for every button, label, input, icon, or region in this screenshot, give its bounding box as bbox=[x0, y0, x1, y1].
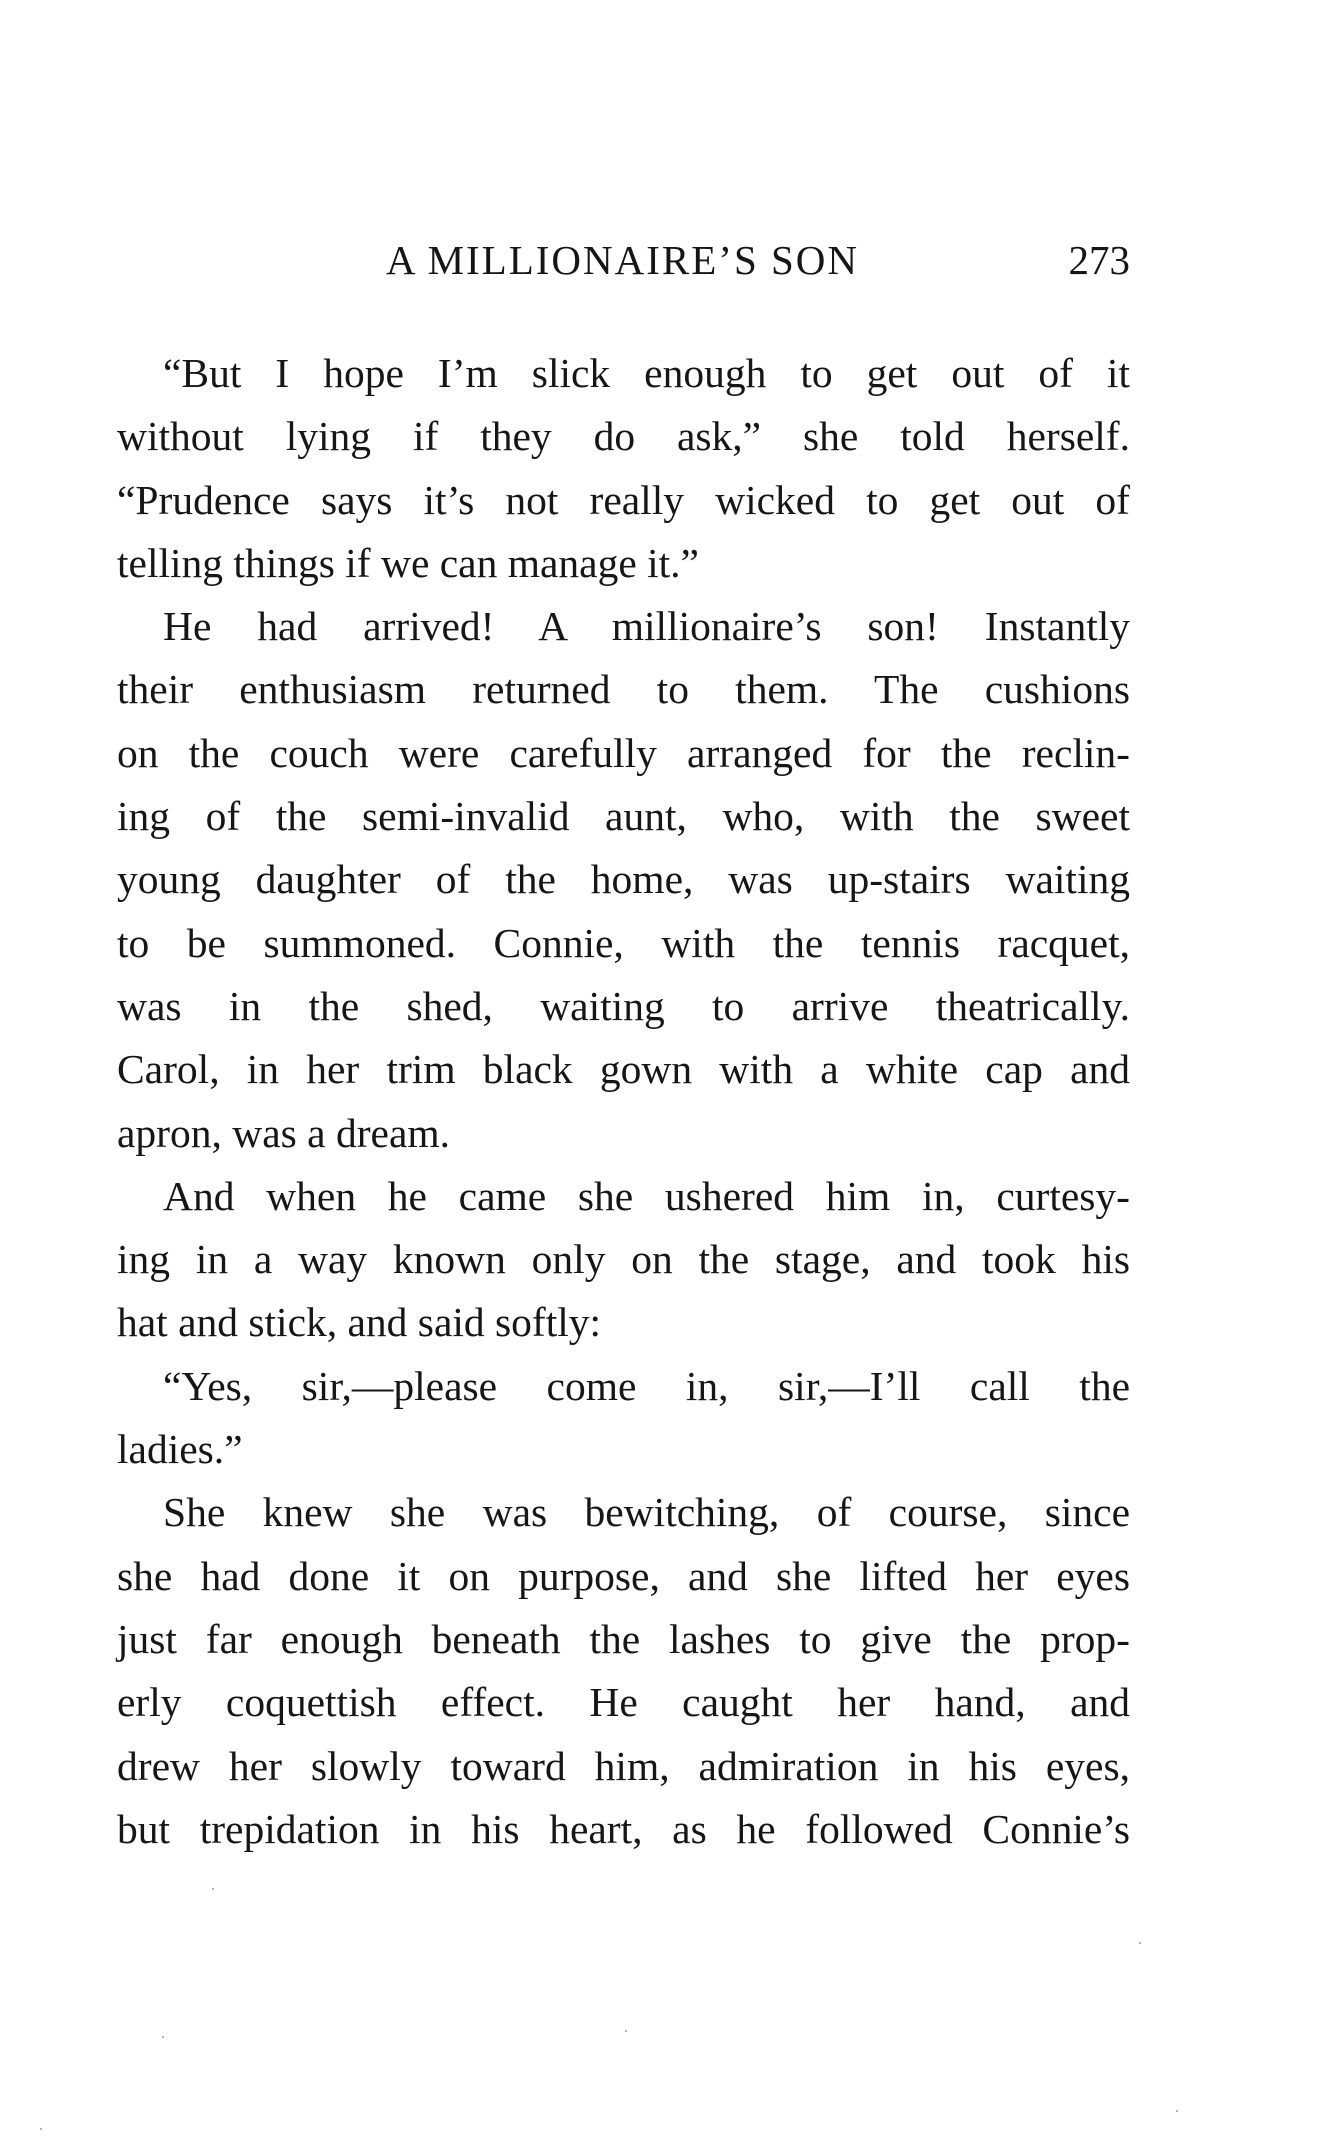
text-line: telling things if we can manage it.” bbox=[117, 539, 699, 586]
page-number: 273 bbox=[1068, 237, 1130, 283]
text-line: ing of the semi-invalid aunt, who, with the sweet bbox=[117, 793, 1130, 840]
text-line: erly coquettish effect. He caught her hand, and bbox=[117, 1679, 1130, 1726]
text-line: just far enough beneath the lashes to give the prop- bbox=[117, 1615, 1130, 1662]
text-line: apron, was a dream. bbox=[117, 1109, 451, 1156]
paper-speck bbox=[1176, 2110, 1178, 2112]
text-line: to be summoned. Connie, with the tennis racquet, bbox=[117, 919, 1130, 966]
text-line: but trepidation in his heart, as he followed Connie’s bbox=[117, 1805, 1130, 1852]
text-line: ing in a way known only on the stage, and took his bbox=[117, 1236, 1130, 1283]
text-line: young daughter of the home, was up-stairs waiting bbox=[117, 856, 1130, 903]
paper-speck bbox=[212, 1888, 214, 1890]
text-line: hat and stick, and said softly: bbox=[117, 1299, 602, 1346]
paper-speck bbox=[625, 2030, 627, 2032]
text-line: was in the shed, waiting to arrive theatrically. bbox=[117, 982, 1130, 1029]
text-line: “Yes, sir,—please come in, sir,—I’ll call the bbox=[163, 1362, 1130, 1409]
text-line: without lying if they do ask,” she told herself. bbox=[117, 413, 1130, 460]
running-head bbox=[115, 230, 1130, 290]
text-line: Carol, in her trim black gown with a white cap and bbox=[117, 1046, 1130, 1093]
text-line: She knew she was bewitching, of course, since bbox=[163, 1489, 1130, 1536]
running-title: A MILLIONAIRE’S SON bbox=[385, 237, 860, 283]
paper-speck bbox=[162, 2036, 164, 2038]
text-line: “Prudence says it’s not really wicked to get out of bbox=[117, 476, 1130, 523]
text-line: ladies.” bbox=[117, 1426, 243, 1473]
paper-speck bbox=[40, 2128, 42, 2130]
text-line: their enthusiasm returned to them. The cushions bbox=[117, 666, 1130, 713]
text-line: on the couch were carefully arranged for the reclin- bbox=[117, 729, 1130, 776]
text-line: “But I hope I’m slick enough to get out of it bbox=[163, 350, 1130, 396]
text-line: And when he came she ushered him in, curtesy- bbox=[163, 1172, 1130, 1219]
text-line: she had done it on purpose, and she lifted her eyes bbox=[117, 1552, 1130, 1599]
body-text bbox=[117, 342, 1130, 1861]
paper-speck bbox=[1139, 1942, 1141, 1944]
text-line: He had arrived! A millionaire’s son! Instantly bbox=[163, 603, 1130, 650]
text-line: drew her slowly toward him, admiration in his eyes, bbox=[117, 1742, 1130, 1789]
